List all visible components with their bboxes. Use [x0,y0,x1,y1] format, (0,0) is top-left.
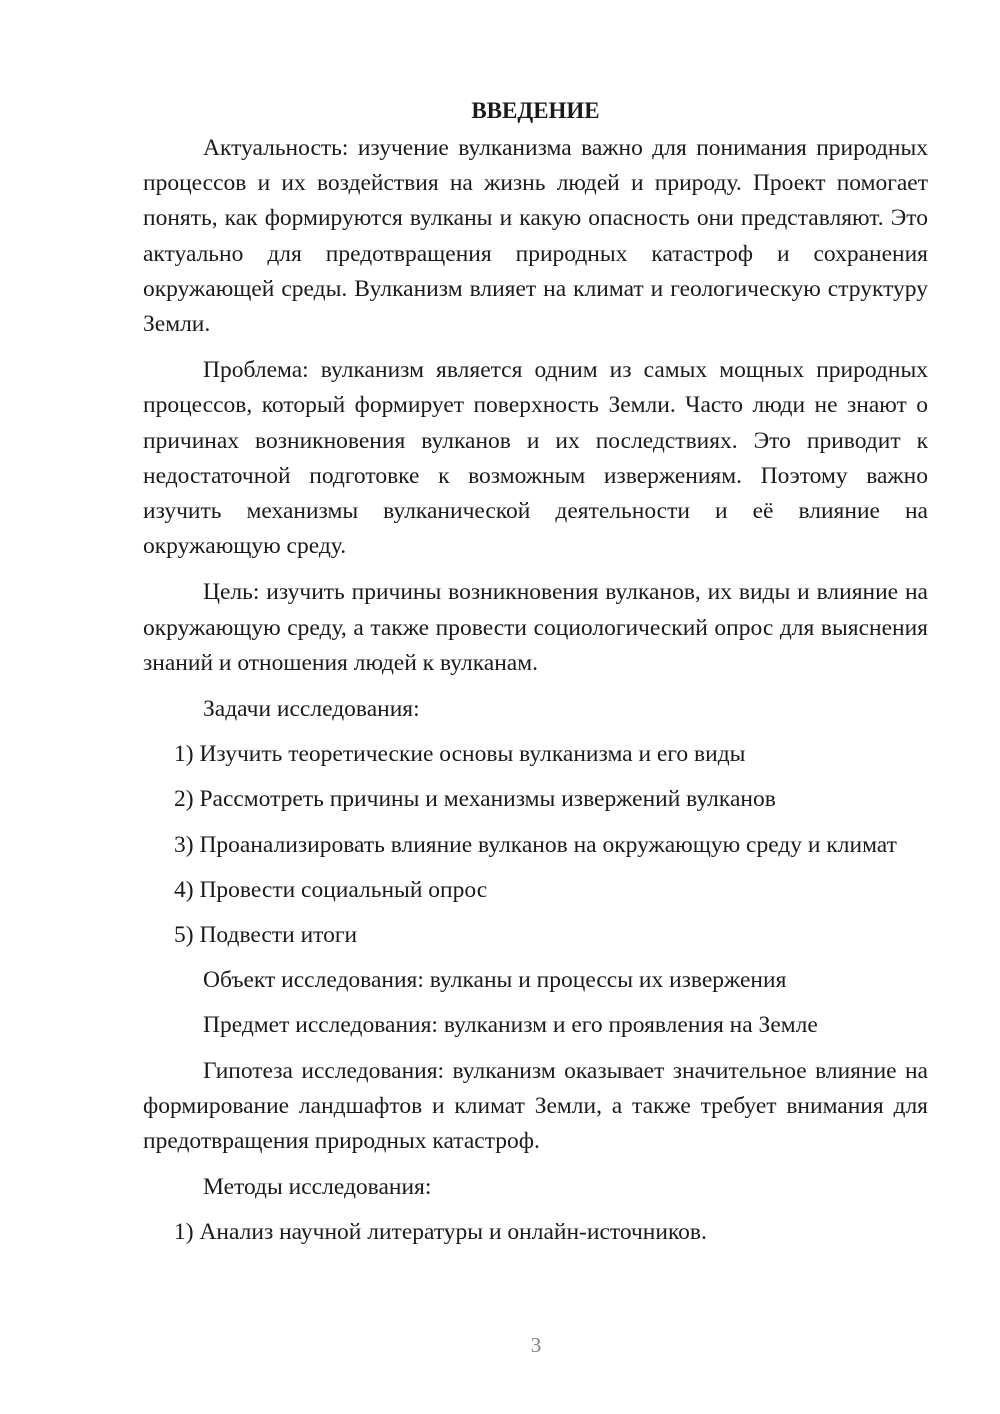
page-content [143,93,928,1261]
tasks-heading: Задачи исследования: [203,696,420,723]
task-item: 4) Провести социальный опрос [174,876,488,903]
method-item: 1) Анализ научной литературы и онлайн-источников. [174,1219,707,1246]
page-number: 3 [530,1333,542,1357]
problem-paragraph: Проблема: вулканизм является одним из самых мощных природных процессов, который формирует поверхность Земли. Часто люди не знают о причинах возникновения вулканов и их последствиях. Это приводит к недостаточной подготовке к возможным извержениям. Поэтому важно изучить механизмы вулканической деятельности и её влияние на окружающую среду. [143,357,928,560]
task-item: 5) Подвести итоги [174,922,358,949]
object-paragraph: Объект исследования: вулканы и процессы их извержения [203,967,787,994]
relevance-paragraph: Актуальность: изучение вулканизма важно для понимания природных процессов и их воздействия на жизнь людей и природу. Проект помогает понять, как формируются вулканы и какую опасность они представляют. Это актуально для предотвращения природных катастроф и сохранения окружающей среды. Вулканизм влияет на климат и геологическую структуру Земли. [143,135,928,338]
goal-paragraph: Цель: изучить причины возникновения вулканов, их виды и влияние на окружающую среду, а также провести социологический опрос для выяснения знаний и отношения людей к вулканам. [143,579,928,676]
task-item: 3) Проанализировать влияние вулканов на окружающую среду и климат [174,831,897,858]
task-item: 2) Рассмотреть причины и механизмы извержений вулканов [174,786,776,813]
task-item: 1) Изучить теоретические основы вулканизма и его виды [174,741,746,768]
page-title: ВВЕДЕНИЕ [471,98,600,123]
subject-paragraph: Предмет исследования: вулканизм и его проявления на Земле [203,1012,818,1039]
methods-heading: Методы исследования: [203,1174,432,1201]
hypothesis-paragraph: Гипотеза исследования: вулканизм оказывает значительное влияние на формирование ландшафтов и климат Земли, а также требует внимания для предотвращения природных катастроф. [143,1057,928,1155]
